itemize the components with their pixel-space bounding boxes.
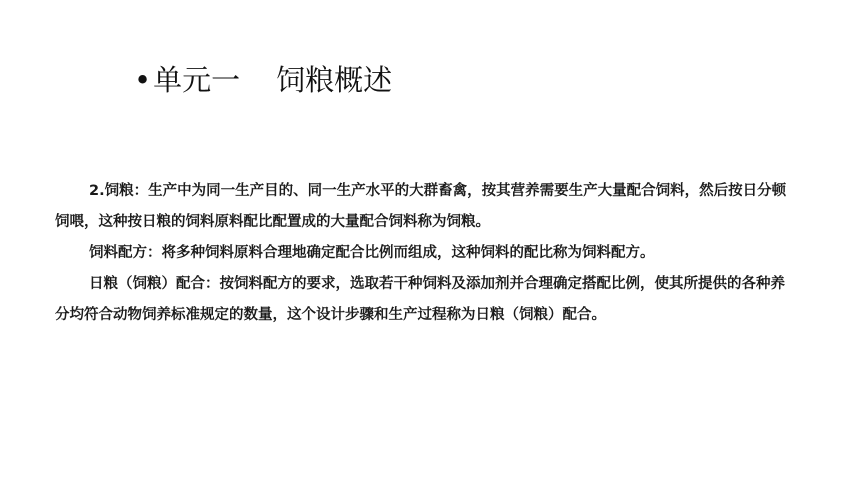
paragraph-ration-formulation: 日粮（饲粮）配合：按饲料配方的要求，选取若干种饲料及添加剂并合理确定搭配比例，使其所提供的各种养分均符合动物饲养标准规定的数量，这个设计步骤和生产过程称为日粮（饲粮）配合。 [55,276,785,323]
paragraph-feed-formula: 饲料配方：将多种饲料原料合理地确定配合比例而组成，这种饲料的配比称为饲料配方。 [89,245,655,261]
content-body [55,176,795,331]
slide-title [134,58,392,102]
topic-label: 饲粮概述 [276,63,393,97]
title-bullet: • [134,63,152,97]
paragraph-feed-ration: 2.饲粮：生产中为同一生产目的、同一生产水平的大群畜禽，按其营养需要生产大量配合饲料，然后按日分顿饲喂，这种按日粮的饲料原料配比配置成的大量配合饲料称为饲粮。 [55,183,787,230]
unit-label: 单元一 [153,63,241,97]
